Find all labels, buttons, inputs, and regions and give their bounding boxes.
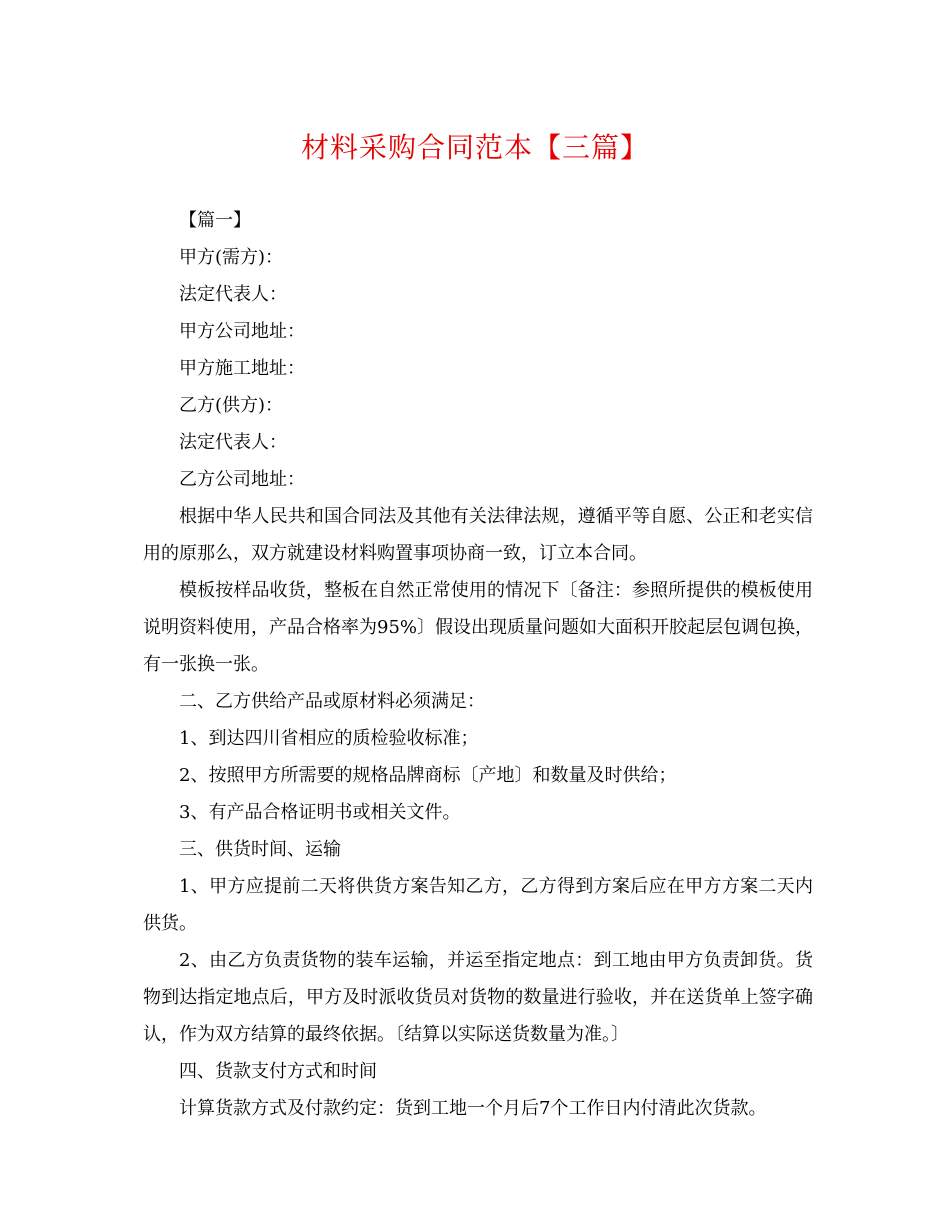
paragraph-party-a: 甲方(需方)：	[179, 247, 284, 268]
paragraph-party-b: 乙方(供方)：	[179, 395, 284, 416]
paragraph-clause-4-payment: 计算货款方式及付款约定：货到工地一个月后7个工作日内付清此次货款。	[179, 1098, 767, 1119]
document-body	[143, 202, 813, 1127]
document-title: 材料采购合同范本【三篇】	[300, 131, 649, 164]
paragraph-clause-3-item-1: 1、甲方应提前二天将供货方案告知乙方，乙方得到方案后应在甲方方案二天内供货。	[143, 876, 813, 934]
paragraph-site-address-a: 甲方施工地址：	[179, 358, 305, 379]
paragraph-clause-3-item-2: 2、由乙方负责货物的装车运输，并运至指定地点：到工地由甲方负责卸货。货物到达指定地点后，甲方及时派收货员对货物的数量进行验收，并在送货单上签字确认，作为双方结算的最终依据。〔结算以实际送货数量为准。〕	[143, 950, 813, 1045]
paragraph-preamble: 根据中华人民共和国合同法及其他有关法律法规，遵循平等自愿、公正和老实信用的原那么，双方就建设材料购置事项协商一致，订立本合同。	[143, 506, 813, 564]
paragraph-clause-4-heading: 四、货款支付方式和时间	[179, 1061, 377, 1082]
paragraph-clause-2-item-2: 2、按照甲方所需要的规格品牌商标〔产地〕和数量及时供给；	[179, 765, 677, 786]
paragraph-section-heading: 【篇一】	[179, 210, 251, 231]
paragraph-legal-rep-a: 法定代表人：	[179, 284, 287, 305]
paragraph-legal-rep-b: 法定代表人：	[179, 432, 287, 453]
paragraph-clause-3-heading: 三、供货时间、运输	[179, 839, 341, 860]
paragraph-company-address-a: 甲方公司地址：	[179, 321, 305, 342]
paragraph-clause-2-item-1: 1、到达四川省相应的质检验收标准；	[179, 728, 479, 749]
paragraph-clause-2-heading: 二、乙方供给产品或原材料必须满足：	[179, 691, 485, 712]
paragraph-clause-2-item-3: 3、有产品合格证明书或相关文件。	[179, 802, 461, 823]
paragraph-quality-terms: 模板按样品收货，整板在自然正常使用的情况下〔备注：参照所提供的模板使用说明资料使用，产品合格率为95%〕假设出现质量问题如大面积开胶起层包调包换，有一张换一张。	[143, 580, 814, 675]
paragraph-company-address-b: 乙方公司地址：	[179, 469, 305, 490]
